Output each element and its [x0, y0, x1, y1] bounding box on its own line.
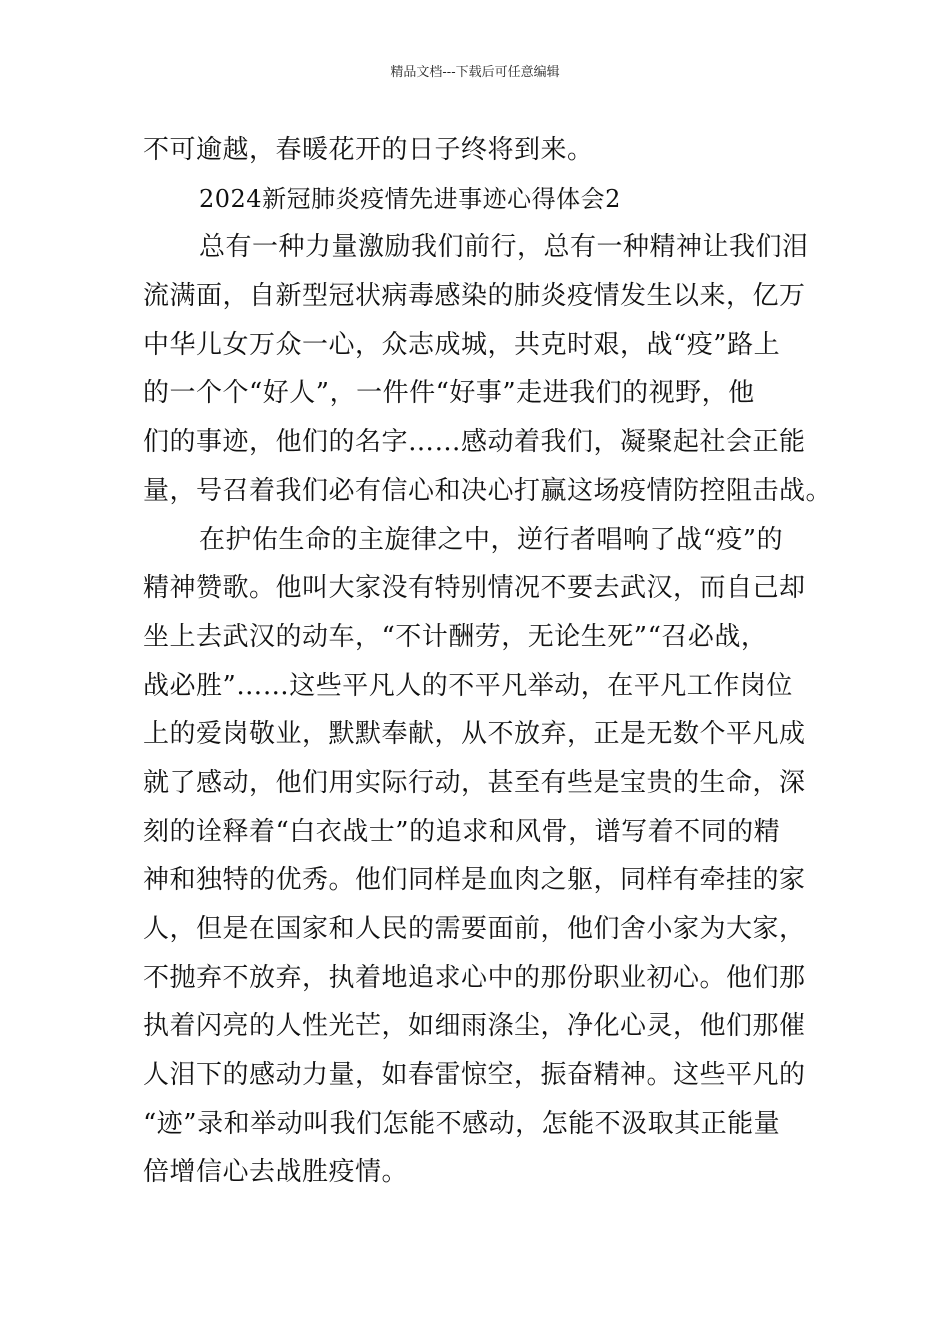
paragraph-line: 就了感动，他们用实际行动，甚至有些是宝贵的生命，深	[143, 767, 806, 798]
paragraph-line: 精神赞歌。他叫大家没有特别情况不要去武汉，而自己却	[143, 573, 806, 604]
paragraph-line: 神和独特的优秀。他们同样是血肉之躯，同样有牵挂的家	[143, 865, 806, 896]
text-line: 不可逾越，春暖花开的日子终将到来。	[143, 135, 594, 165]
paragraph-line: 坐上去武汉的动车，“不计酬劳，无论生死”“召必战，	[143, 621, 768, 652]
paragraph-line: 上的爱岗敬业，默默奉献，从不放弃，正是无数个平凡成	[143, 719, 806, 750]
paragraph-line: 中华儿女万众一心，众志成城，共克时艰，战“疫”路上	[143, 329, 781, 360]
paragraph-line: 们的事迹，他们的名字……感动着我们，凝聚起社会正能	[143, 427, 806, 458]
paragraph-line: 倍增信心去战胜疫情。	[143, 1157, 409, 1188]
paragraph-line: 人，但是在国家和人民的需要面前，他们舍小家为大家，	[143, 914, 806, 944]
paragraph-line: 战必胜”……这些平凡人的不平凡举动，在平凡工作岗位	[143, 670, 793, 701]
paragraph-line: 在护佑生命的主旋律之中，逆行者唱响了战“疫”的	[199, 524, 784, 555]
paragraph-line: 量，号召着我们必有信心和决心打赢这场疫情防控阻击战。	[143, 475, 833, 506]
section-title: 2024新冠肺炎疫情先进事迹心得体会2	[199, 184, 621, 213]
document-body	[143, 126, 833, 1197]
paragraph-line: 流满面，自新型冠状病毒感染的肺炎疫情发生以来，亿万	[143, 281, 806, 312]
paragraph-line: “迹”录和举动叫我们怎能不感动，怎能不汲取其正能量	[143, 1108, 781, 1139]
paragraph-line: 总有一种力量激励我们前行，总有一种精神让我们泪	[199, 232, 809, 263]
paragraph-line: 刻的诠释着“白衣战士”的追求和风骨，谱写着不同的精	[143, 816, 781, 847]
paragraph-line: 人泪下的感动力量，如春雷惊空，振奋精神。这些平凡的	[143, 1060, 806, 1091]
paragraph-line: 的一个个“好人”，一件件“好事”走进我们的视野，他	[143, 378, 755, 409]
paragraph-line: 不抛弃不放弃，执着地追求心中的那份职业初心。他们那	[143, 962, 806, 993]
paragraph-line: 执着闪亮的人性光芒，如细雨涤尘，净化心灵，他们那催	[143, 1011, 806, 1042]
page-header: 精品文档---下载后可任意编辑	[390, 65, 560, 80]
